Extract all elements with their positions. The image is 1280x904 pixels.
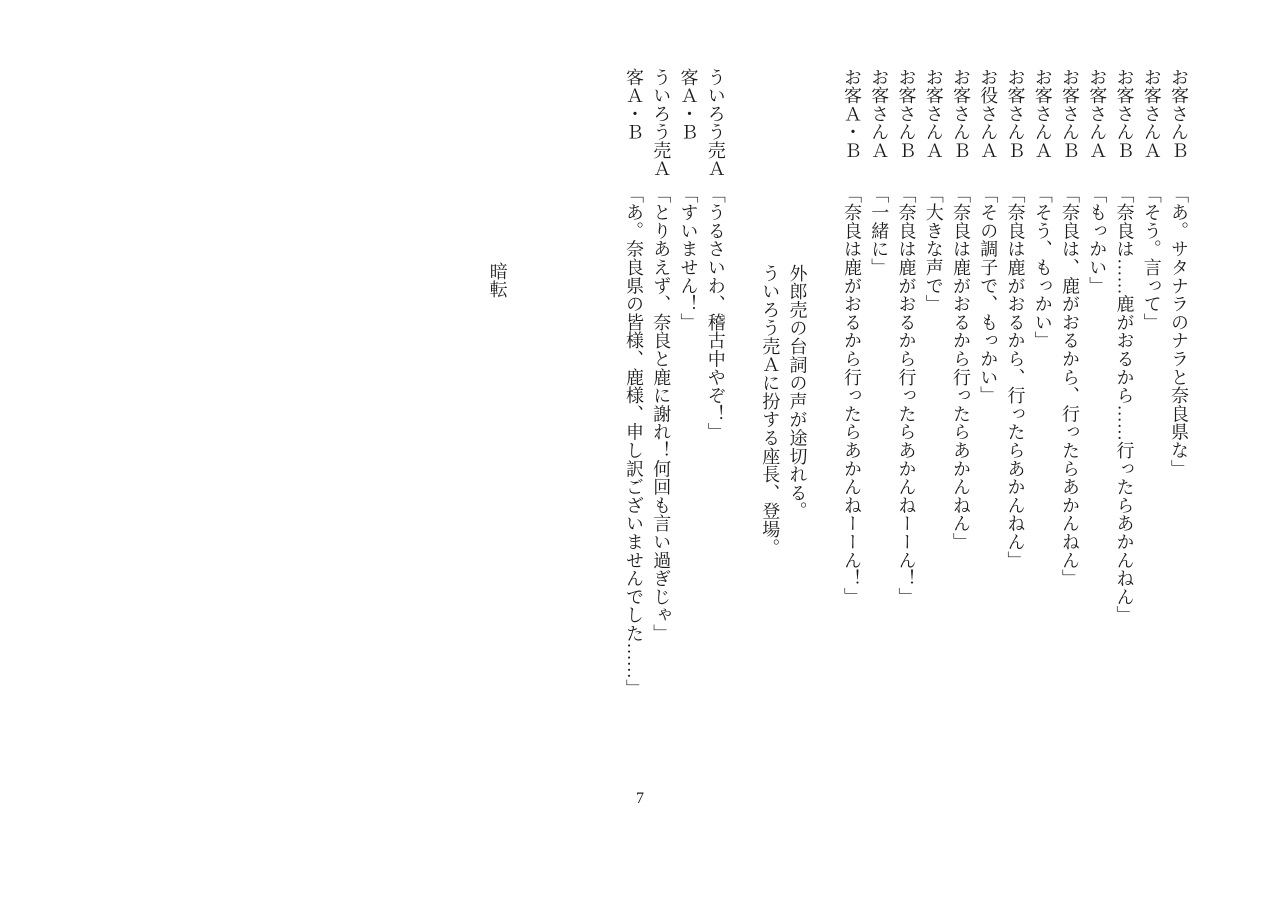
speaker-name: 客Ａ・Ｂ: [624, 68, 644, 142]
script-line: [674, 68, 701, 768]
empty-column: [593, 68, 620, 768]
speaker-name: ういろう売Ａ: [705, 68, 726, 178]
speaker-name: お客さんＡ: [869, 68, 890, 160]
empty-column: [511, 68, 538, 768]
script-line: [974, 68, 1001, 768]
stage-direction-line: [756, 68, 783, 768]
script-line: [1001, 68, 1028, 768]
script-line: [702, 68, 729, 768]
speaker-name: ういろう売Ａ: [651, 68, 672, 178]
empty-column: [565, 68, 592, 768]
speaker-name: お客さんＡ: [1141, 68, 1162, 160]
dialogue-text: 「奈良は、鹿がおるから、行ったらあかんねん」: [1060, 185, 1080, 588]
empty-column: [538, 68, 565, 768]
speaker-name: お役さんＡ: [978, 68, 999, 160]
dialogue-text: 「あ。サタナラのナラと奈良県な」: [1169, 185, 1189, 478]
speaker-name: お客さんＢ: [951, 68, 971, 160]
script-body: [484, 68, 1193, 768]
speaker-name: お客さんＢ: [1060, 68, 1080, 160]
dialogue-text: 「奈良は鹿がおるから行ったらあかんねーーん！」: [896, 185, 917, 606]
speaker-name: 客Ａ・Ｂ: [678, 68, 699, 142]
script-line: [1029, 68, 1056, 768]
dialogue-text: 「奈良は鹿がおるから行ったらあかんねん」: [951, 185, 971, 551]
dialogue-text: 「そう、もっかい」: [1032, 185, 1053, 350]
dialogue-text: 「もっかい」: [1087, 185, 1108, 295]
dialogue-text: 「奈良は鹿がおるから、行ったらあかんねん」: [1005, 185, 1026, 570]
speaker-name: お客さんＡ: [923, 68, 944, 160]
dialogue-text: 「一緒に」: [869, 185, 890, 277]
dialogue-text: 「とりあえず、奈良と鹿に謝れ！何回も言い過ぎじゃ」: [651, 185, 672, 643]
empty-column: [729, 68, 756, 768]
page-number: 7: [636, 790, 644, 807]
scene-end-line: [484, 68, 511, 768]
stage-direction: 外郎売の台詞の声が途切れる。: [787, 264, 808, 521]
stage-direction-line: [783, 68, 810, 768]
speaker-name: お客さんＢ: [896, 68, 917, 160]
script-line: [1056, 68, 1083, 768]
script-line: [865, 68, 892, 768]
dialogue-text: 「奈良は……鹿がおるから……行ったらあかんねん」: [1114, 185, 1135, 625]
empty-column: [811, 68, 838, 768]
dialogue-text: 「そう。言って」: [1141, 185, 1162, 332]
dialogue-text: 「すいません！」: [678, 185, 699, 332]
stage-direction: ういろう売Ａに扮する座長、登場。: [760, 264, 781, 557]
script-line: [1138, 68, 1165, 768]
speaker-name: お客さんＢ: [1005, 68, 1026, 160]
dialogue-text: 「奈良は鹿がおるから行ったらあかんねーーん！」: [842, 185, 862, 606]
script-line: [892, 68, 919, 768]
script-line: [1110, 68, 1137, 768]
speaker-name: お客さんＡ: [1087, 68, 1108, 160]
dialogue-text: 「うるさいわ、稽古中やぞ！」: [705, 185, 726, 442]
script-line: [620, 68, 647, 768]
speaker-name: お客さんＡ: [1032, 68, 1053, 160]
scene-end-direction: 暗転: [487, 262, 508, 299]
script-line: [1083, 68, 1110, 768]
script-line: [1165, 68, 1192, 768]
dialogue-text: 「大きな声で」: [923, 185, 944, 314]
script-line: [920, 68, 947, 768]
script-line: [647, 68, 674, 768]
dialogue-text: 「あ。奈良県の皆様、鹿様、申し訳ございませんでした……」: [624, 185, 644, 698]
script-line: [838, 68, 865, 768]
dialogue-text: 「その調子で、もっかい」: [978, 185, 999, 405]
script-line: [947, 68, 974, 768]
speaker-name: お客さんＢ: [1114, 68, 1135, 160]
speaker-name: お客Ａ・Ｂ: [842, 68, 862, 160]
speaker-name: お客さんＢ: [1169, 68, 1189, 160]
